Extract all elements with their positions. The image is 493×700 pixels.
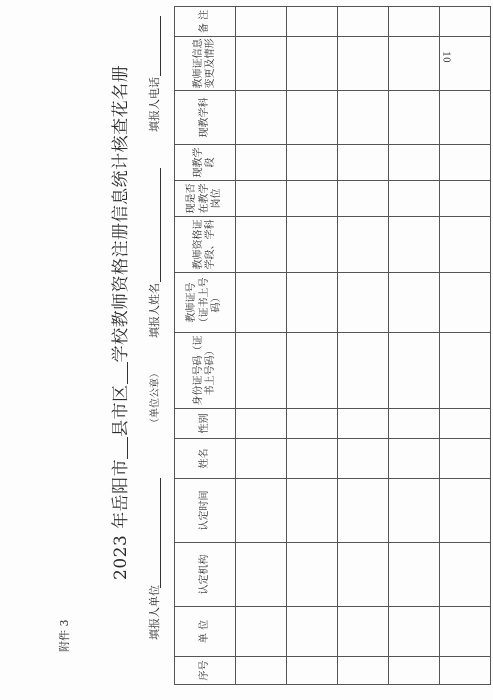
table-cell[interactable] — [287, 607, 338, 657]
table-row — [440, 7, 491, 685]
table-cell[interactable] — [338, 333, 389, 409]
table-cell[interactable] — [389, 181, 440, 217]
seal-note: （单位公章） — [150, 368, 161, 428]
person-name-label: 填报人姓名 — [148, 283, 161, 338]
table-cell[interactable] — [440, 7, 491, 37]
table-cell[interactable] — [440, 333, 491, 409]
title-blank-2 — [113, 362, 128, 384]
table-body — [236, 7, 491, 685]
table-row — [236, 7, 287, 685]
table-cell[interactable] — [287, 145, 338, 181]
table-cell[interactable] — [338, 479, 389, 543]
table-cell[interactable] — [287, 217, 338, 273]
table-cell[interactable] — [236, 439, 287, 479]
header-index: 序号 — [175, 657, 236, 685]
table-cell[interactable] — [287, 181, 338, 217]
table-cell[interactable] — [389, 37, 440, 91]
table-cell[interactable] — [338, 7, 389, 37]
header-cert-changes: 教师证信息变更及情形 — [175, 37, 236, 91]
table-cell[interactable] — [440, 607, 491, 657]
header-certifying-agency: 认定机构 — [175, 543, 236, 607]
roster-table — [174, 6, 491, 685]
table-cell[interactable] — [236, 273, 287, 333]
table-cell[interactable] — [389, 409, 440, 439]
attachment-label: 附件 3 — [58, 619, 71, 652]
table-cell[interactable] — [338, 37, 389, 91]
table-cell[interactable] — [287, 543, 338, 607]
table-cell[interactable] — [287, 439, 338, 479]
unit-fill-line — [160, 478, 161, 588]
title-part-county: 县市区 — [111, 384, 131, 437]
table-row — [389, 7, 440, 685]
table-cell[interactable] — [236, 7, 287, 37]
header-remarks: 备 注 — [175, 7, 236, 37]
table-cell[interactable] — [287, 409, 338, 439]
table-cell[interactable] — [338, 657, 389, 685]
table-cell[interactable] — [389, 145, 440, 181]
table-cell[interactable] — [236, 607, 287, 657]
title-blank-1 — [113, 437, 128, 459]
table-cell[interactable] — [338, 543, 389, 607]
table-cell[interactable] — [440, 37, 491, 91]
table-cell[interactable] — [389, 91, 440, 145]
table-cell[interactable] — [236, 91, 287, 145]
table-cell[interactable] — [440, 91, 491, 145]
table-cell[interactable] — [389, 217, 440, 273]
table-cell[interactable] — [287, 91, 338, 145]
header-gender: 性别 — [175, 409, 236, 439]
person-name-fill-line — [160, 168, 161, 282]
title-part-year-city: 2023 年岳阳市 — [111, 458, 131, 580]
table-cell[interactable] — [236, 479, 287, 543]
table-cell[interactable] — [338, 91, 389, 145]
table-cell[interactable] — [440, 273, 491, 333]
table-cell[interactable] — [287, 7, 338, 37]
table-cell[interactable] — [440, 479, 491, 543]
table-cell[interactable] — [389, 607, 440, 657]
table-cell[interactable] — [338, 145, 389, 181]
table-cell[interactable] — [338, 217, 389, 273]
table-cell[interactable] — [236, 217, 287, 273]
table-cell[interactable] — [287, 273, 338, 333]
header-current-subject: 现教学科 — [175, 91, 236, 145]
table-row — [287, 7, 338, 685]
table-cell[interactable] — [287, 479, 338, 543]
table-cell[interactable] — [287, 37, 338, 91]
table-cell[interactable] — [236, 657, 287, 685]
table-cell[interactable] — [389, 333, 440, 409]
table-cell[interactable] — [440, 181, 491, 217]
table-cell[interactable] — [440, 657, 491, 685]
table-cell[interactable] — [389, 439, 440, 479]
header-in-teaching-post: 现是否在教学岗位 — [175, 181, 236, 217]
table-cell[interactable] — [236, 409, 287, 439]
table-cell[interactable] — [338, 439, 389, 479]
table-cell[interactable] — [236, 333, 287, 409]
table-cell[interactable] — [440, 409, 491, 439]
table-cell[interactable] — [389, 543, 440, 607]
table-cell[interactable] — [236, 181, 287, 217]
phone-label: 填报人电话 — [148, 77, 161, 132]
table-cell[interactable] — [389, 7, 440, 37]
header-unit: 单 位 — [175, 607, 236, 657]
table-cell[interactable] — [236, 145, 287, 181]
header-name: 姓名 — [175, 439, 236, 479]
table-cell[interactable] — [440, 439, 491, 479]
table-cell[interactable] — [440, 145, 491, 181]
header-certification-date: 认定时间 — [175, 479, 236, 543]
table-cell[interactable] — [287, 657, 338, 685]
table-cell[interactable] — [338, 181, 389, 217]
table-cell[interactable] — [236, 37, 287, 91]
table-cell[interactable] — [389, 479, 440, 543]
table-row — [338, 7, 389, 685]
header-id-number: 身份证号码（证书上号码） — [175, 333, 236, 409]
header-row — [175, 7, 236, 685]
table-cell[interactable] — [389, 657, 440, 685]
table-cell[interactable] — [440, 543, 491, 607]
unit-label: 填报人单位 — [148, 585, 161, 640]
header-current-stage: 现教学段 — [175, 145, 236, 181]
table-cell[interactable] — [287, 333, 338, 409]
header-certificate-number: 教师证号（证书上号码） — [175, 273, 236, 333]
table-header — [175, 7, 236, 685]
table-cell[interactable] — [236, 543, 287, 607]
table-cell[interactable] — [338, 273, 389, 333]
phone-fill-line — [160, 16, 161, 76]
header-cert-stage-subject: 教师资格证学段、学科 — [175, 217, 236, 273]
table-cell[interactable] — [338, 607, 389, 657]
table-cell[interactable] — [338, 409, 389, 439]
table-cell[interactable] — [389, 273, 440, 333]
title-part-roster: 学校教师资格注册信息统计核查花名册 — [111, 64, 131, 363]
page-number: 10 — [440, 51, 451, 63]
document-title — [106, 65, 131, 580]
table-cell[interactable] — [440, 217, 491, 273]
